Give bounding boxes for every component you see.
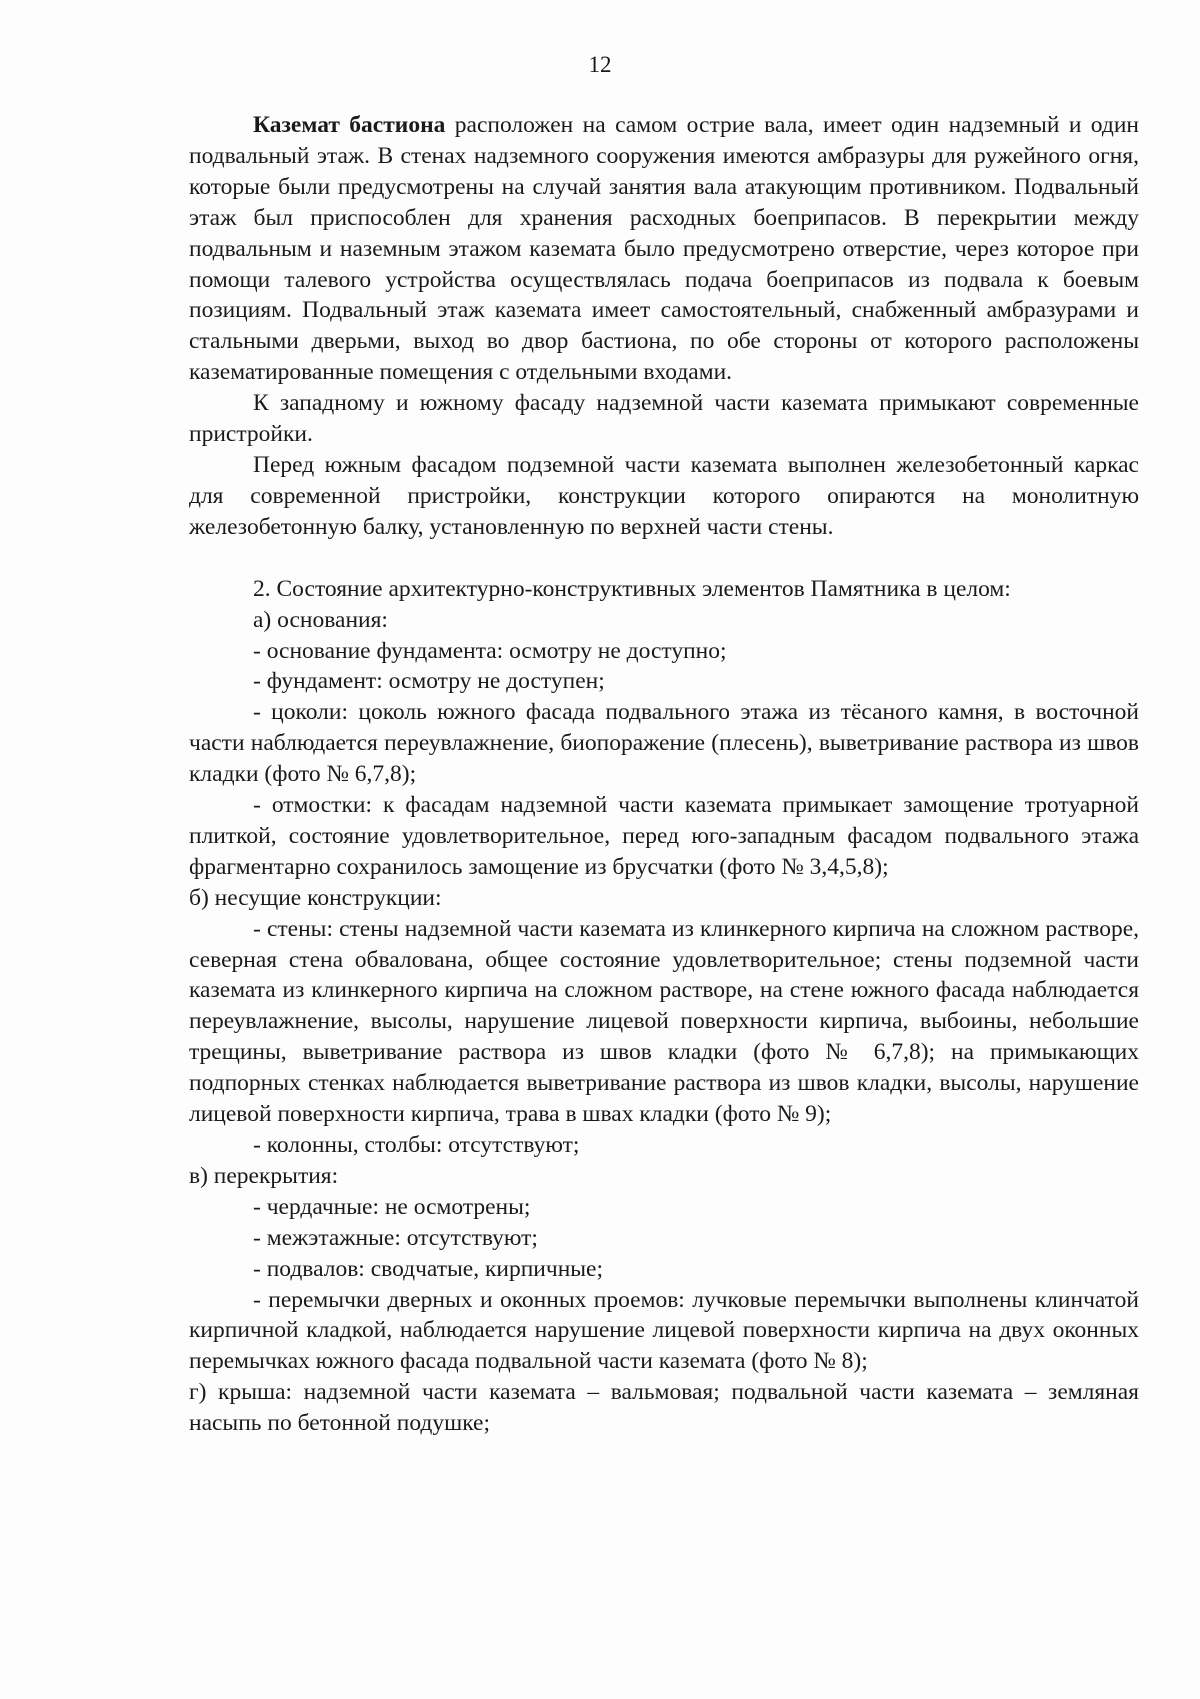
item-interfloor: - межэтажные: отсутствуют; <box>253 1224 538 1251</box>
subsection-g-roof: г) крыша: надземной части каземата – вальмовая; подвальной части каземата – земляная насыпь по бетонной подушке; <box>189 1379 1139 1437</box>
subsection-v-label: в) перекрытия: <box>189 1162 339 1189</box>
casemate-description-text: расположен на самом острие вала, имеет один надземный и один подвальный этаж. В стенах надземного сооружения имеются амбразуры для ружейного огня, которые были предусмотрены на случай занятия вала атакующим противником. Подвальный этаж был приспособлен для хранения расходных боеприпасов. В перекрытии между подвальным и наземным этажом каземата было предусмотрено отверстие, через которое при помощи талевого устройства осуществлялась подача боеприпасов из подвала к боевым позициям. Подвальный этаж каземата имеет самостоятельный, снабженный амбразурами и стальными дверьми, выход во двор бастиона, по обе стороны от которого расположены казематированные помещения с отдельными входами. <box>189 112 1139 386</box>
item-lintels: - перемычки дверных и оконных проемов: лучковые перемычки выполнены клинчатой кирпичной кладкой, наблюдается нарушение лицевой поверхности кирпича на двух оконных перемычках южного фасада подвальной части каземата (фото № 8); <box>189 1286 1139 1375</box>
item-attic-floors: - чердачные: не осмотрены; <box>253 1193 531 1220</box>
section-2-heading: 2. Состояние архитектурно-конструктивных элементов Памятника в целом: <box>253 575 1011 602</box>
document-body <box>189 110 1139 1439</box>
paragraph-annexes: К западному и южному фасаду надземной части каземата примыкают современные пристройки. <box>189 390 1139 448</box>
item-walls: - стены: стены надземной части каземата из клинкерного кирпича на сложном растворе, северная стена обвалована, общее состояние удовлетворительное; стены подземной части каземата из клинкерного кирпича на сложном растворе, на стене южного фасада наблюдается переувлажнение, высолы, нарушение лицевой поверхности кирпича, выбоины, небольшие трещины, выветривание раствора из швов кладки (фото № 6,7,8); на примыкающих подпорных стенках наблюдается выветривание раствора из швов кладки, высолы, нарушение лицевой поверхности кирпича, трава в швах кладки (фото № 9); <box>189 915 1139 1128</box>
item-basement-floors: - подвалов: сводчатые, кирпичные; <box>253 1255 604 1282</box>
casemate-heading: Каземат бастиона <box>253 112 446 138</box>
item-foundation: - фундамент: осмотру не доступен; <box>253 668 605 695</box>
subsection-a-label: а) основания: <box>253 606 388 633</box>
page-number: 12 <box>588 52 612 77</box>
subsection-b-label: б) несущие конструкции: <box>189 884 442 911</box>
paragraph-casemate-description <box>189 110 1139 388</box>
item-plinths: - цоколи: цоколь южного фасада подвального этажа из тёсаного камня, в восточной части наблюдается переувлажнение, биопоражение (плесень), выветривание раствора из швов кладки (фото № 6,7,8); <box>189 699 1139 788</box>
paragraph-frame: Перед южным фасадом подземной части каземата выполнен железобетонный каркас для современной пристройки, конструкции которого опираются на монолитную железобетонную балку, установленную по верхней части стены. <box>189 451 1139 540</box>
item-blind-areas: - отмостки: к фасадам надземной части каземата примыкает замощение тротуарной плиткой, состояние удовлетворительное, перед юго-западным фасадом подвального этажа фрагментарно сохранилось замощение из брусчатки (фото № 3,4,5,8); <box>189 792 1139 880</box>
item-columns: - колонны, столбы: отсутствуют; <box>253 1132 580 1158</box>
item-foundation-base: - основание фундамента: осмотру не доступно; <box>253 637 727 664</box>
